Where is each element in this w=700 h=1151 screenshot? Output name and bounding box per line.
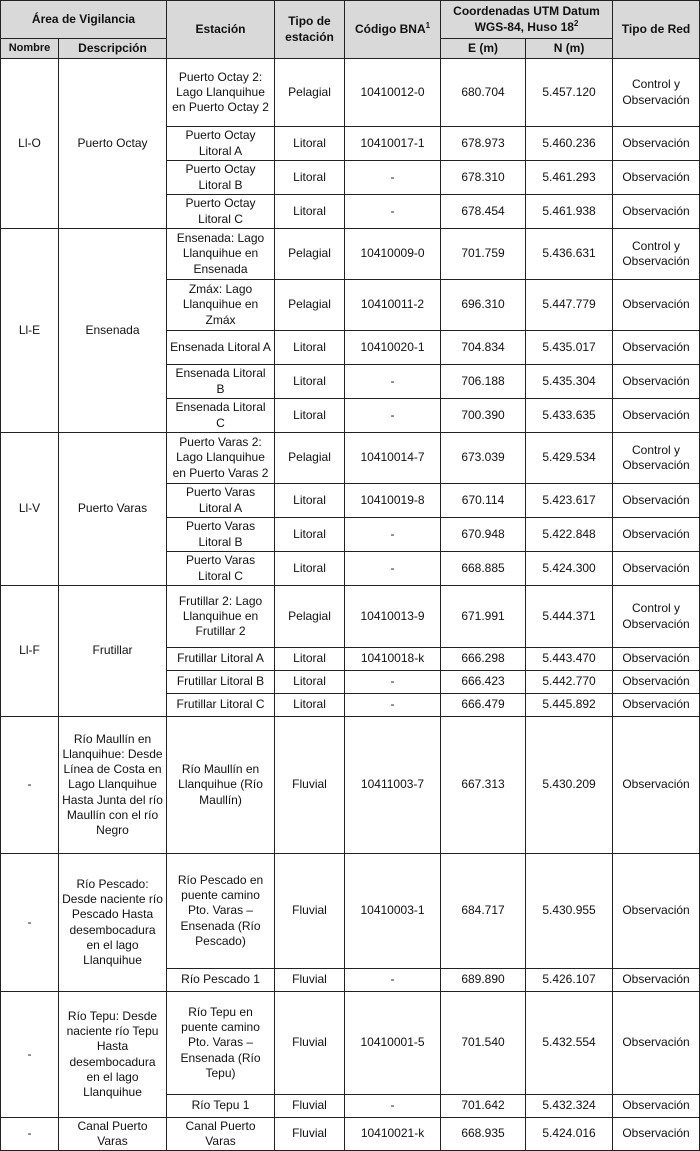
table-row xyxy=(1,717,700,854)
estacion-name: Zmáx: Lago Llanquihue en Zmáx xyxy=(167,280,275,331)
estacion-name: Canal Puerto Varas xyxy=(167,1118,275,1151)
coord-n: 5.432.554 xyxy=(526,992,613,1095)
coord-e: 701.540 xyxy=(441,992,526,1095)
area-descripcion: Río Pescado: Desde naciente río Pescado Hasta desembocadura en el lago Llanquihue xyxy=(59,854,167,992)
codigo-bna: - xyxy=(345,671,441,694)
coord-e: 673.039 xyxy=(441,433,526,484)
area-descripcion: Ensenada xyxy=(59,229,167,433)
tipo-red: Observación xyxy=(613,331,700,365)
table-row xyxy=(1,59,700,127)
coord-n: 5.424.016 xyxy=(526,1118,613,1151)
coord-n: 5.426.107 xyxy=(526,969,613,992)
coord-e: 671.991 xyxy=(441,586,526,648)
tipo-red: Control y Observación xyxy=(613,229,700,280)
header-descripcion: Descripción xyxy=(59,39,167,59)
codigo-bna: 10410012-0 xyxy=(345,59,441,127)
tipo-estacion: Litoral xyxy=(275,127,345,161)
codigo-bna: 10411003-7 xyxy=(345,717,441,854)
coord-n: 5.422.848 xyxy=(526,518,613,552)
coord-e: 678.973 xyxy=(441,127,526,161)
tipo-estacion: Litoral xyxy=(275,161,345,195)
tipo-red: Control y Observación xyxy=(613,433,700,484)
coord-e: 670.948 xyxy=(441,518,526,552)
coord-n: 5.435.017 xyxy=(526,331,613,365)
tipo-estacion: Litoral xyxy=(275,365,345,399)
estacion-name: Ensenada Litoral A xyxy=(167,331,275,365)
coord-n: 5.442.770 xyxy=(526,671,613,694)
tipo-red: Observación xyxy=(613,969,700,992)
tipo-estacion: Litoral xyxy=(275,399,345,433)
estacion-name: Puerto Octay Litoral B xyxy=(167,161,275,195)
tipo-red: Observación xyxy=(613,161,700,195)
codigo-bna: - xyxy=(345,195,441,229)
header-tipo-red: Tipo de Red xyxy=(613,1,700,59)
area-nombre: - xyxy=(1,1118,59,1151)
tipo-estacion: Fluvial xyxy=(275,1118,345,1151)
coord-e: 666.298 xyxy=(441,648,526,671)
estacion-name: Río Tepu 1 xyxy=(167,1095,275,1118)
estacion-name: Río Pescado en puente camino Pto. Varas – Ensenada (Río Pescado) xyxy=(167,854,275,969)
codigo-bna: - xyxy=(345,365,441,399)
coord-n: 5.430.955 xyxy=(526,854,613,969)
coord-e: 666.479 xyxy=(441,694,526,717)
header-area-vigilancia: Área de Vigilancia xyxy=(1,1,167,39)
tipo-estacion: Fluvial xyxy=(275,969,345,992)
codigo-bna: 10410019-8 xyxy=(345,484,441,518)
coord-n: 5.460.236 xyxy=(526,127,613,161)
coord-e: 678.310 xyxy=(441,161,526,195)
codigo-bna: 10410021-k xyxy=(345,1118,441,1151)
codigo-bna: 10410018-k xyxy=(345,648,441,671)
codigo-bna: 10410020-1 xyxy=(345,331,441,365)
coord-e: 666.423 xyxy=(441,671,526,694)
table-row xyxy=(1,1118,700,1151)
tipo-red: Observación xyxy=(613,717,700,854)
table-row xyxy=(1,433,700,484)
area-descripcion: Río Maullín en Llanquihue: Desde Línea de Costa en Lago Llanquihue Hasta Junta del río Maullín con el río Negro xyxy=(59,717,167,854)
tipo-red: Observación xyxy=(613,280,700,331)
area-descripcion: Puerto Octay xyxy=(59,59,167,229)
tipo-estacion: Litoral xyxy=(275,195,345,229)
coord-n: 5.430.209 xyxy=(526,717,613,854)
tipo-red: Observación xyxy=(613,992,700,1095)
coord-n: 5.445.892 xyxy=(526,694,613,717)
tipo-red: Control y Observación xyxy=(613,59,700,127)
table-body xyxy=(1,59,700,1151)
area-descripcion: Río Tepu: Desde naciente río Tepu Hasta desembocadura en el lago Llanquihue xyxy=(59,992,167,1118)
tipo-red: Observación xyxy=(613,671,700,694)
tipo-estacion: Litoral xyxy=(275,694,345,717)
tipo-red: Observación xyxy=(613,694,700,717)
coord-e: 706.188 xyxy=(441,365,526,399)
coord-e: 670.114 xyxy=(441,484,526,518)
tipo-estacion: Litoral xyxy=(275,648,345,671)
coord-e: 701.642 xyxy=(441,1095,526,1118)
codigo-bna: 10410017-1 xyxy=(345,127,441,161)
header-codigo-bna: Código BNA$^1$ xyxy=(345,1,441,59)
area-nombre: - xyxy=(1,717,59,854)
codigo-bna: 10410011-2 xyxy=(345,280,441,331)
area-nombre: Ll-O xyxy=(1,59,59,229)
area-descripcion: Canal Puerto Varas xyxy=(59,1118,167,1151)
header-n: N (m) xyxy=(526,39,613,59)
estacion-name: Río Tepu en puente camino Pto. Varas – Ensenada (Río Tepu) xyxy=(167,992,275,1095)
coord-n: 5.432.324 xyxy=(526,1095,613,1118)
coord-n: 5.423.617 xyxy=(526,484,613,518)
coord-e: 668.885 xyxy=(441,552,526,586)
area-descripcion: Frutillar xyxy=(59,586,167,717)
tipo-red: Observación xyxy=(613,648,700,671)
codigo-bna: - xyxy=(345,1095,441,1118)
estacion-name: Puerto Varas Litoral A xyxy=(167,484,275,518)
tipo-red: Observación xyxy=(613,552,700,586)
coord-e: 689.890 xyxy=(441,969,526,992)
tipo-estacion: Pelagial xyxy=(275,59,345,127)
coord-n: 5.433.635 xyxy=(526,399,613,433)
tipo-estacion: Pelagial xyxy=(275,229,345,280)
header-nombre: Nombre xyxy=(1,39,59,59)
coord-e: 701.759 xyxy=(441,229,526,280)
estacion-name: Puerto Varas 2: Lago Llanquihue en Puerto Varas 2 xyxy=(167,433,275,484)
estacion-name: Puerto Varas Litoral B xyxy=(167,518,275,552)
header-coordenadas: Coordenadas UTM Datum WGS-84, Huso $18^2$ xyxy=(441,1,613,39)
header-e: E (m) xyxy=(441,39,526,59)
tipo-red: Observación xyxy=(613,1095,700,1118)
estacion-name: Puerto Octay 2: Lago Llanquihue en Puerto Octay 2 xyxy=(167,59,275,127)
coord-n: 5.457.120 xyxy=(526,59,613,127)
table-row xyxy=(1,854,700,969)
tipo-estacion: Fluvial xyxy=(275,717,345,854)
tipo-estacion: Pelagial xyxy=(275,433,345,484)
coord-n: 5.461.293 xyxy=(526,161,613,195)
coord-e: 696.310 xyxy=(441,280,526,331)
tipo-estacion: Litoral xyxy=(275,484,345,518)
codigo-bna: - xyxy=(345,518,441,552)
tipo-red: Observación xyxy=(613,195,700,229)
codigo-bna: - xyxy=(345,694,441,717)
estacion-name: Frutillar 2: Lago Llanquihue en Frutillar 2 xyxy=(167,586,275,648)
tipo-red: Observación xyxy=(613,518,700,552)
coord-n: 5.447.779 xyxy=(526,280,613,331)
header-tipo-estacion: Tipo de estación xyxy=(275,1,345,59)
tipo-estacion: Litoral xyxy=(275,518,345,552)
table-row xyxy=(1,229,700,280)
codigo-bna: 10410003-1 xyxy=(345,854,441,969)
area-descripcion: Puerto Varas xyxy=(59,433,167,586)
coord-n: 5.436.631 xyxy=(526,229,613,280)
coord-n: 5.429.534 xyxy=(526,433,613,484)
coord-n: 5.461.938 xyxy=(526,195,613,229)
area-nombre: - xyxy=(1,992,59,1118)
tipo-estacion: Litoral xyxy=(275,671,345,694)
coord-e: 678.454 xyxy=(441,195,526,229)
tipo-red: Observación xyxy=(613,484,700,518)
tipo-red: Observación xyxy=(613,399,700,433)
estacion-name: Puerto Octay Litoral A xyxy=(167,127,275,161)
estacion-name: Ensenada: Lago Llanquihue en Ensenada xyxy=(167,229,275,280)
coord-n: 5.435.304 xyxy=(526,365,613,399)
tipo-estacion: Litoral xyxy=(275,552,345,586)
coord-n: 5.444.371 xyxy=(526,586,613,648)
codigo-bna: - xyxy=(345,552,441,586)
estacion-name: Frutillar Litoral B xyxy=(167,671,275,694)
estacion-name: Frutillar Litoral A xyxy=(167,648,275,671)
tipo-estacion: Fluvial xyxy=(275,992,345,1095)
tipo-estacion: Litoral xyxy=(275,331,345,365)
coord-e: 684.717 xyxy=(441,854,526,969)
tipo-red: Observación xyxy=(613,127,700,161)
codigo-bna: - xyxy=(345,161,441,195)
area-nombre: - xyxy=(1,854,59,992)
codigo-bna: 10410009-0 xyxy=(345,229,441,280)
coord-n: 5.443.470 xyxy=(526,648,613,671)
coord-e: 667.313 xyxy=(441,717,526,854)
estacion-name: Puerto Varas Litoral C xyxy=(167,552,275,586)
estacion-name: Frutillar Litoral C xyxy=(167,694,275,717)
estacion-name: Río Pescado 1 xyxy=(167,969,275,992)
header-estacion: Estación xyxy=(167,1,275,59)
table-row xyxy=(1,586,700,648)
coord-n: 5.424.300 xyxy=(526,552,613,586)
coord-e: 704.834 xyxy=(441,331,526,365)
tipo-estacion: Pelagial xyxy=(275,586,345,648)
codigo-bna: 10410001-5 xyxy=(345,992,441,1095)
codigo-bna: - xyxy=(345,969,441,992)
codigo-bna: - xyxy=(345,399,441,433)
estacion-name: Ensenada Litoral B xyxy=(167,365,275,399)
area-nombre: Ll-E xyxy=(1,229,59,433)
estacion-name: Río Maullín en Llanquihue (Río Maullín) xyxy=(167,717,275,854)
tipo-estacion: Pelagial xyxy=(275,280,345,331)
codigo-bna: 10410013-9 xyxy=(345,586,441,648)
codigo-bna: 10410014-7 xyxy=(345,433,441,484)
tipo-estacion: Fluvial xyxy=(275,854,345,969)
estacion-name: Puerto Octay Litoral C xyxy=(167,195,275,229)
coord-e: 680.704 xyxy=(441,59,526,127)
coord-e: 700.390 xyxy=(441,399,526,433)
table-row xyxy=(1,992,700,1095)
coord-e: 668.935 xyxy=(441,1118,526,1151)
area-nombre: Ll-V xyxy=(1,433,59,586)
tipo-red: Control y Observación xyxy=(613,586,700,648)
tipo-red: Observación xyxy=(613,1118,700,1151)
area-nombre: Ll-F xyxy=(1,586,59,717)
estacion-name: Ensenada Litoral C xyxy=(167,399,275,433)
tipo-red: Observación xyxy=(613,365,700,399)
tipo-estacion: Fluvial xyxy=(275,1095,345,1118)
tipo-red: Observación xyxy=(613,854,700,969)
